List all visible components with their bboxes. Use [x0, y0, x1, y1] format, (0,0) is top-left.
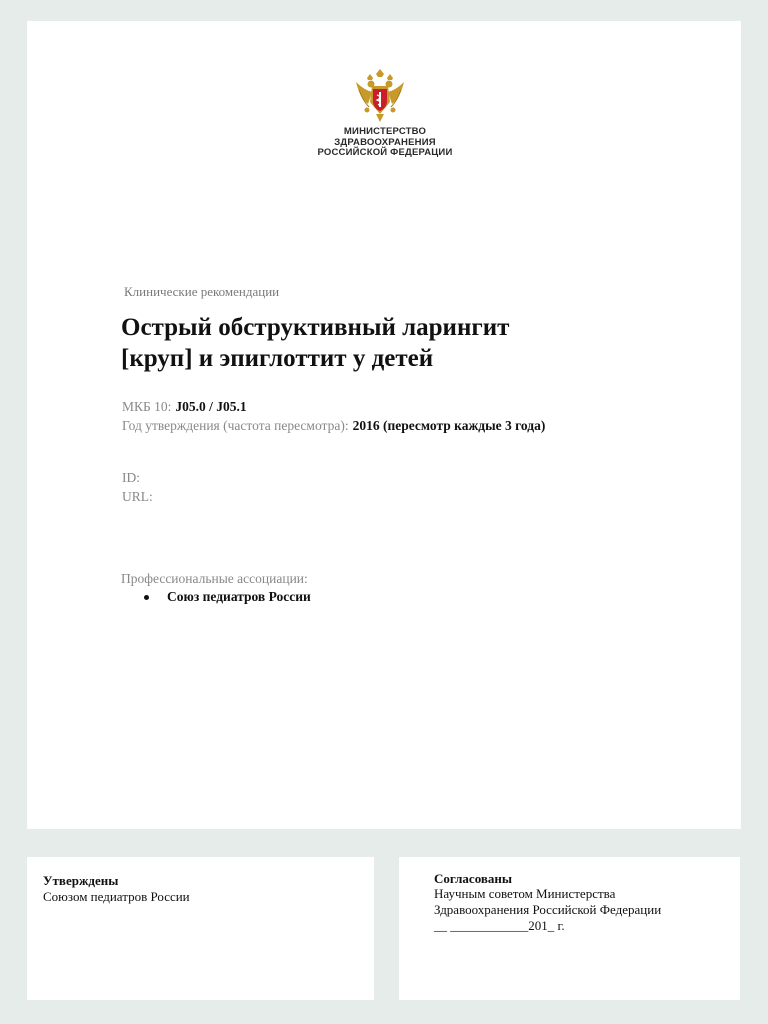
agreed-box	[399, 857, 740, 1000]
ministry-line-2: ЗДРАВООХРАНЕНИЯ	[334, 136, 436, 148]
agreed-line-2: Здравоохранения Российской Федерации	[434, 902, 662, 917]
associations-label: Профессиональные ассоциации:	[121, 571, 308, 586]
document-kind: Клинические рекомендации	[124, 284, 280, 299]
year-row	[122, 418, 545, 434]
id-label: ID:	[122, 470, 140, 485]
ministry-logo-text	[300, 127, 470, 159]
agreed-heading: Согласованы	[434, 871, 513, 886]
association-name: Союз педиатров России	[167, 589, 311, 604]
mkb-value: J05.0 / J05.1	[175, 399, 247, 414]
bullet-icon	[144, 595, 149, 600]
approved-box	[27, 857, 374, 1000]
associations-list	[144, 589, 311, 605]
mkb-row	[122, 399, 247, 415]
mkb-label: МКБ 10:	[122, 399, 172, 414]
title-line-1: Острый обструктивный ларингит	[121, 314, 510, 341]
list-item	[144, 589, 311, 605]
year-label: Год утверждения (частота пересмотра):	[122, 418, 349, 433]
russian-coat-of-arms-icon	[350, 68, 410, 128]
ministry-line-1: МИНИСТЕРСТВО	[343, 126, 427, 137]
year-value: 2016 (пересмотр каждые 3 года)	[352, 418, 546, 433]
url-label: URL:	[122, 489, 153, 504]
title-line-2: [круп] и эпиглоттит у детей	[121, 345, 434, 372]
approved-text: Союзом педиатров России	[43, 889, 190, 904]
agreed-line-1: Научным советом Министерства	[434, 886, 616, 901]
document-title	[121, 312, 641, 374]
ministry-line-3: РОССИЙСКОЙ ФЕДЕРАЦИИ	[317, 147, 453, 158]
agreed-line-3: __ ____________201_ г.	[434, 918, 565, 933]
approved-heading: Утверждены	[43, 873, 119, 888]
